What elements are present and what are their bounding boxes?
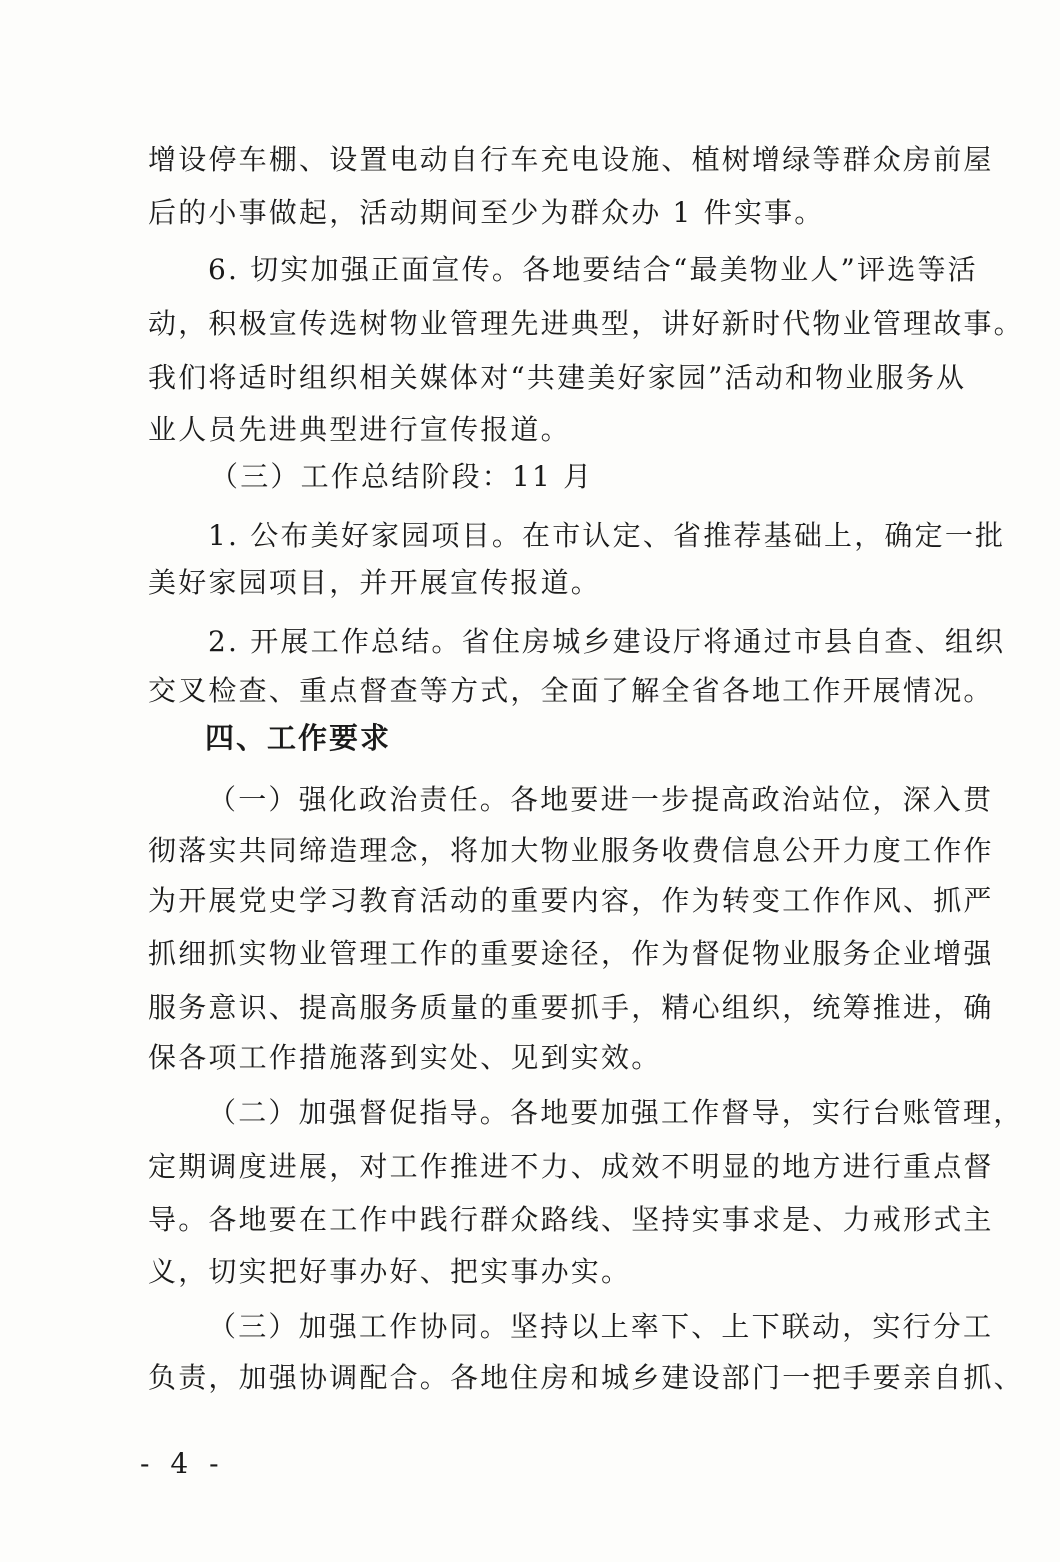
section-heading: 四、工作要求 [205, 721, 392, 755]
paragraph-line: 服务意识、提高服务质量的重要抓手，精心组织，统筹推进，确 [148, 991, 994, 1024]
paragraph-line: 增设停车棚、设置电动自行车充电设施、植树增绿等群众房前屋 [148, 143, 994, 176]
paragraph-line: 定期调度进展，对工作推进不力、成效不明显的地方进行重点督 [148, 1150, 994, 1183]
paragraph-line: 保各项工作措施落到实处、见到实效。 [148, 1041, 662, 1074]
subsection-heading: （三）工作总结阶段：11 月 [210, 460, 594, 493]
paragraph-line: 我们将适时组织相关媒体对“共建美好家园”活动和物业服务从 [148, 361, 967, 394]
paragraph-line: 抓细抓实物业管理工作的重要途径，作为督促物业服务企业增强 [148, 937, 994, 970]
paragraph-line: 彻落实共同缔造理念，将加大物业服务收费信息公开力度工作作 [148, 834, 994, 867]
paragraph-line: 业人员先进典型进行宣传报道。 [148, 413, 571, 446]
paragraph-line: 美好家园项目，并开展宣传报道。 [148, 566, 602, 599]
paragraph-line: 6. 切实加强正面宣传。各地要结合“最美物业人”评选等活 [208, 253, 978, 286]
paragraph-line: 1. 公布美好家园项目。在市认定、省推荐基础上，确定一批 [208, 519, 1006, 552]
page-number: - 4 - [140, 1447, 225, 1480]
paragraph-line: （一）强化政治责任。各地要进一步提高政治站位，深入贯 [208, 783, 994, 816]
paragraph-line: 导。各地要在工作中践行群众路线、坚持实事求是、力戒形式主 [148, 1203, 994, 1236]
paragraph-line: 为开展党史学习教育活动的重要内容，作为转变工作作风、抓严 [148, 884, 994, 917]
paragraph-line: 负责，加强协调配合。各地住房和城乡建设部门一把手要亲自抓、 [148, 1361, 1024, 1394]
paragraph-line: 动，积极宣传选树物业管理先进典型，讲好新时代物业管理故事。 [148, 307, 1024, 340]
paragraph-line: 交叉检查、重点督查等方式，全面了解全省各地工作开展情况。 [148, 674, 994, 707]
paragraph-line: 后的小事做起，活动期间至少为群众办 1 件实事。 [148, 196, 825, 229]
paragraph-line: （二）加强督促指导。各地要加强工作督导，实行台账管理， [208, 1096, 1024, 1129]
paragraph-line: （三）加强工作协同。坚持以上率下、上下联动，实行分工 [208, 1310, 994, 1343]
paragraph-line: 义，切实把好事办好、把实事办实。 [148, 1255, 632, 1288]
paragraph-line: 2. 开展工作总结。省住房城乡建设厅将通过市县自查、组织 [208, 625, 1006, 658]
